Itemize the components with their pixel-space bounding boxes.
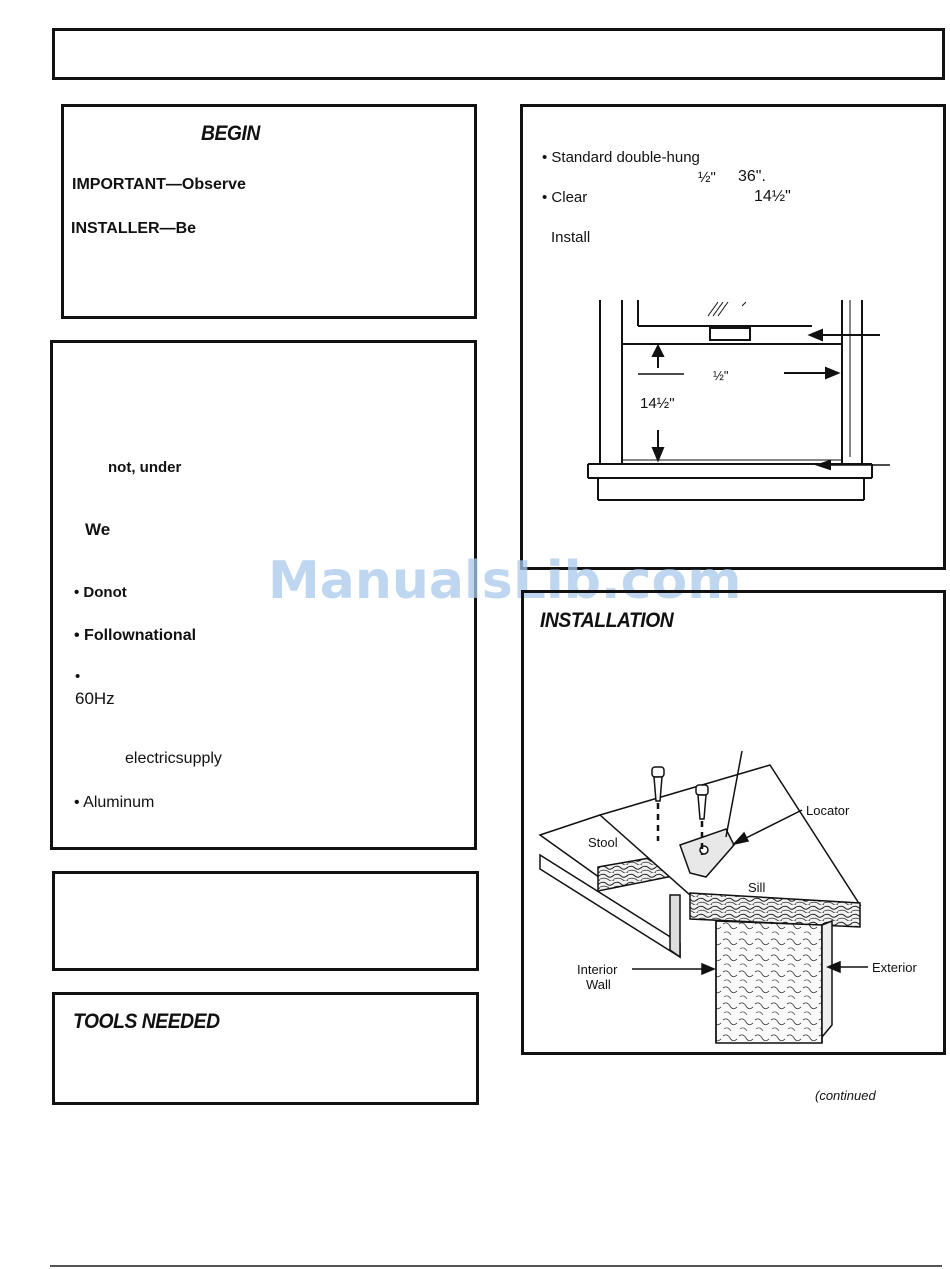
aluminum-bullet: • Aluminum xyxy=(74,794,155,811)
installation-heading: INSTALLATION xyxy=(540,609,674,632)
install-text: Install xyxy=(551,229,591,246)
thirty-six-text: 36". xyxy=(738,168,766,185)
not-under-text: not, under xyxy=(108,459,182,476)
electric-supply-text: electricsupply xyxy=(125,750,222,767)
blank-box xyxy=(52,871,479,971)
sill-label: Sill xyxy=(748,880,766,895)
tools-needed-heading: TOOLS NEEDED xyxy=(73,1010,220,1033)
sash-lock xyxy=(710,328,750,340)
follow-national-bullet: • Follownational xyxy=(74,627,197,644)
important-text: IMPORTANT—Observe xyxy=(72,176,246,193)
interior-wall-label-line2: Wall xyxy=(586,977,611,992)
before-you-begin-box xyxy=(61,104,477,319)
before-you-begin-heading: BEGIN xyxy=(201,122,260,145)
continued-text: (continued xyxy=(815,1088,876,1103)
window-opening-diagram xyxy=(580,292,910,512)
diagram-fourteen-label: 14½" xyxy=(640,395,675,412)
do-not-bullet: • Donot xyxy=(74,584,127,601)
exterior-label: Exterior xyxy=(872,960,917,975)
hz-bullet-mark: • xyxy=(75,668,81,685)
stool-label: Stool xyxy=(588,835,618,850)
header-bar xyxy=(52,28,945,80)
tools-needed-box xyxy=(52,992,479,1105)
standard-double-hung-bullet: • Standard double-hung xyxy=(542,149,700,166)
installer-text: INSTALLER—Be xyxy=(71,220,197,237)
diagram-half-label: ½" xyxy=(713,368,729,383)
bottom-rule xyxy=(50,1265,942,1267)
we-text: We xyxy=(85,520,111,539)
hz-text: 60Hz xyxy=(75,689,115,708)
watermark: ManualsLib.com xyxy=(268,551,742,611)
locator-label: Locator xyxy=(806,803,850,818)
clear-bullet: • Clear xyxy=(542,189,588,206)
fourteen-half-text: 14½" xyxy=(754,188,791,205)
half-inch-text: ½" xyxy=(698,169,716,186)
interior-wall-label-line1: Interior xyxy=(577,962,618,977)
sill-installation-illustration xyxy=(530,745,940,1045)
